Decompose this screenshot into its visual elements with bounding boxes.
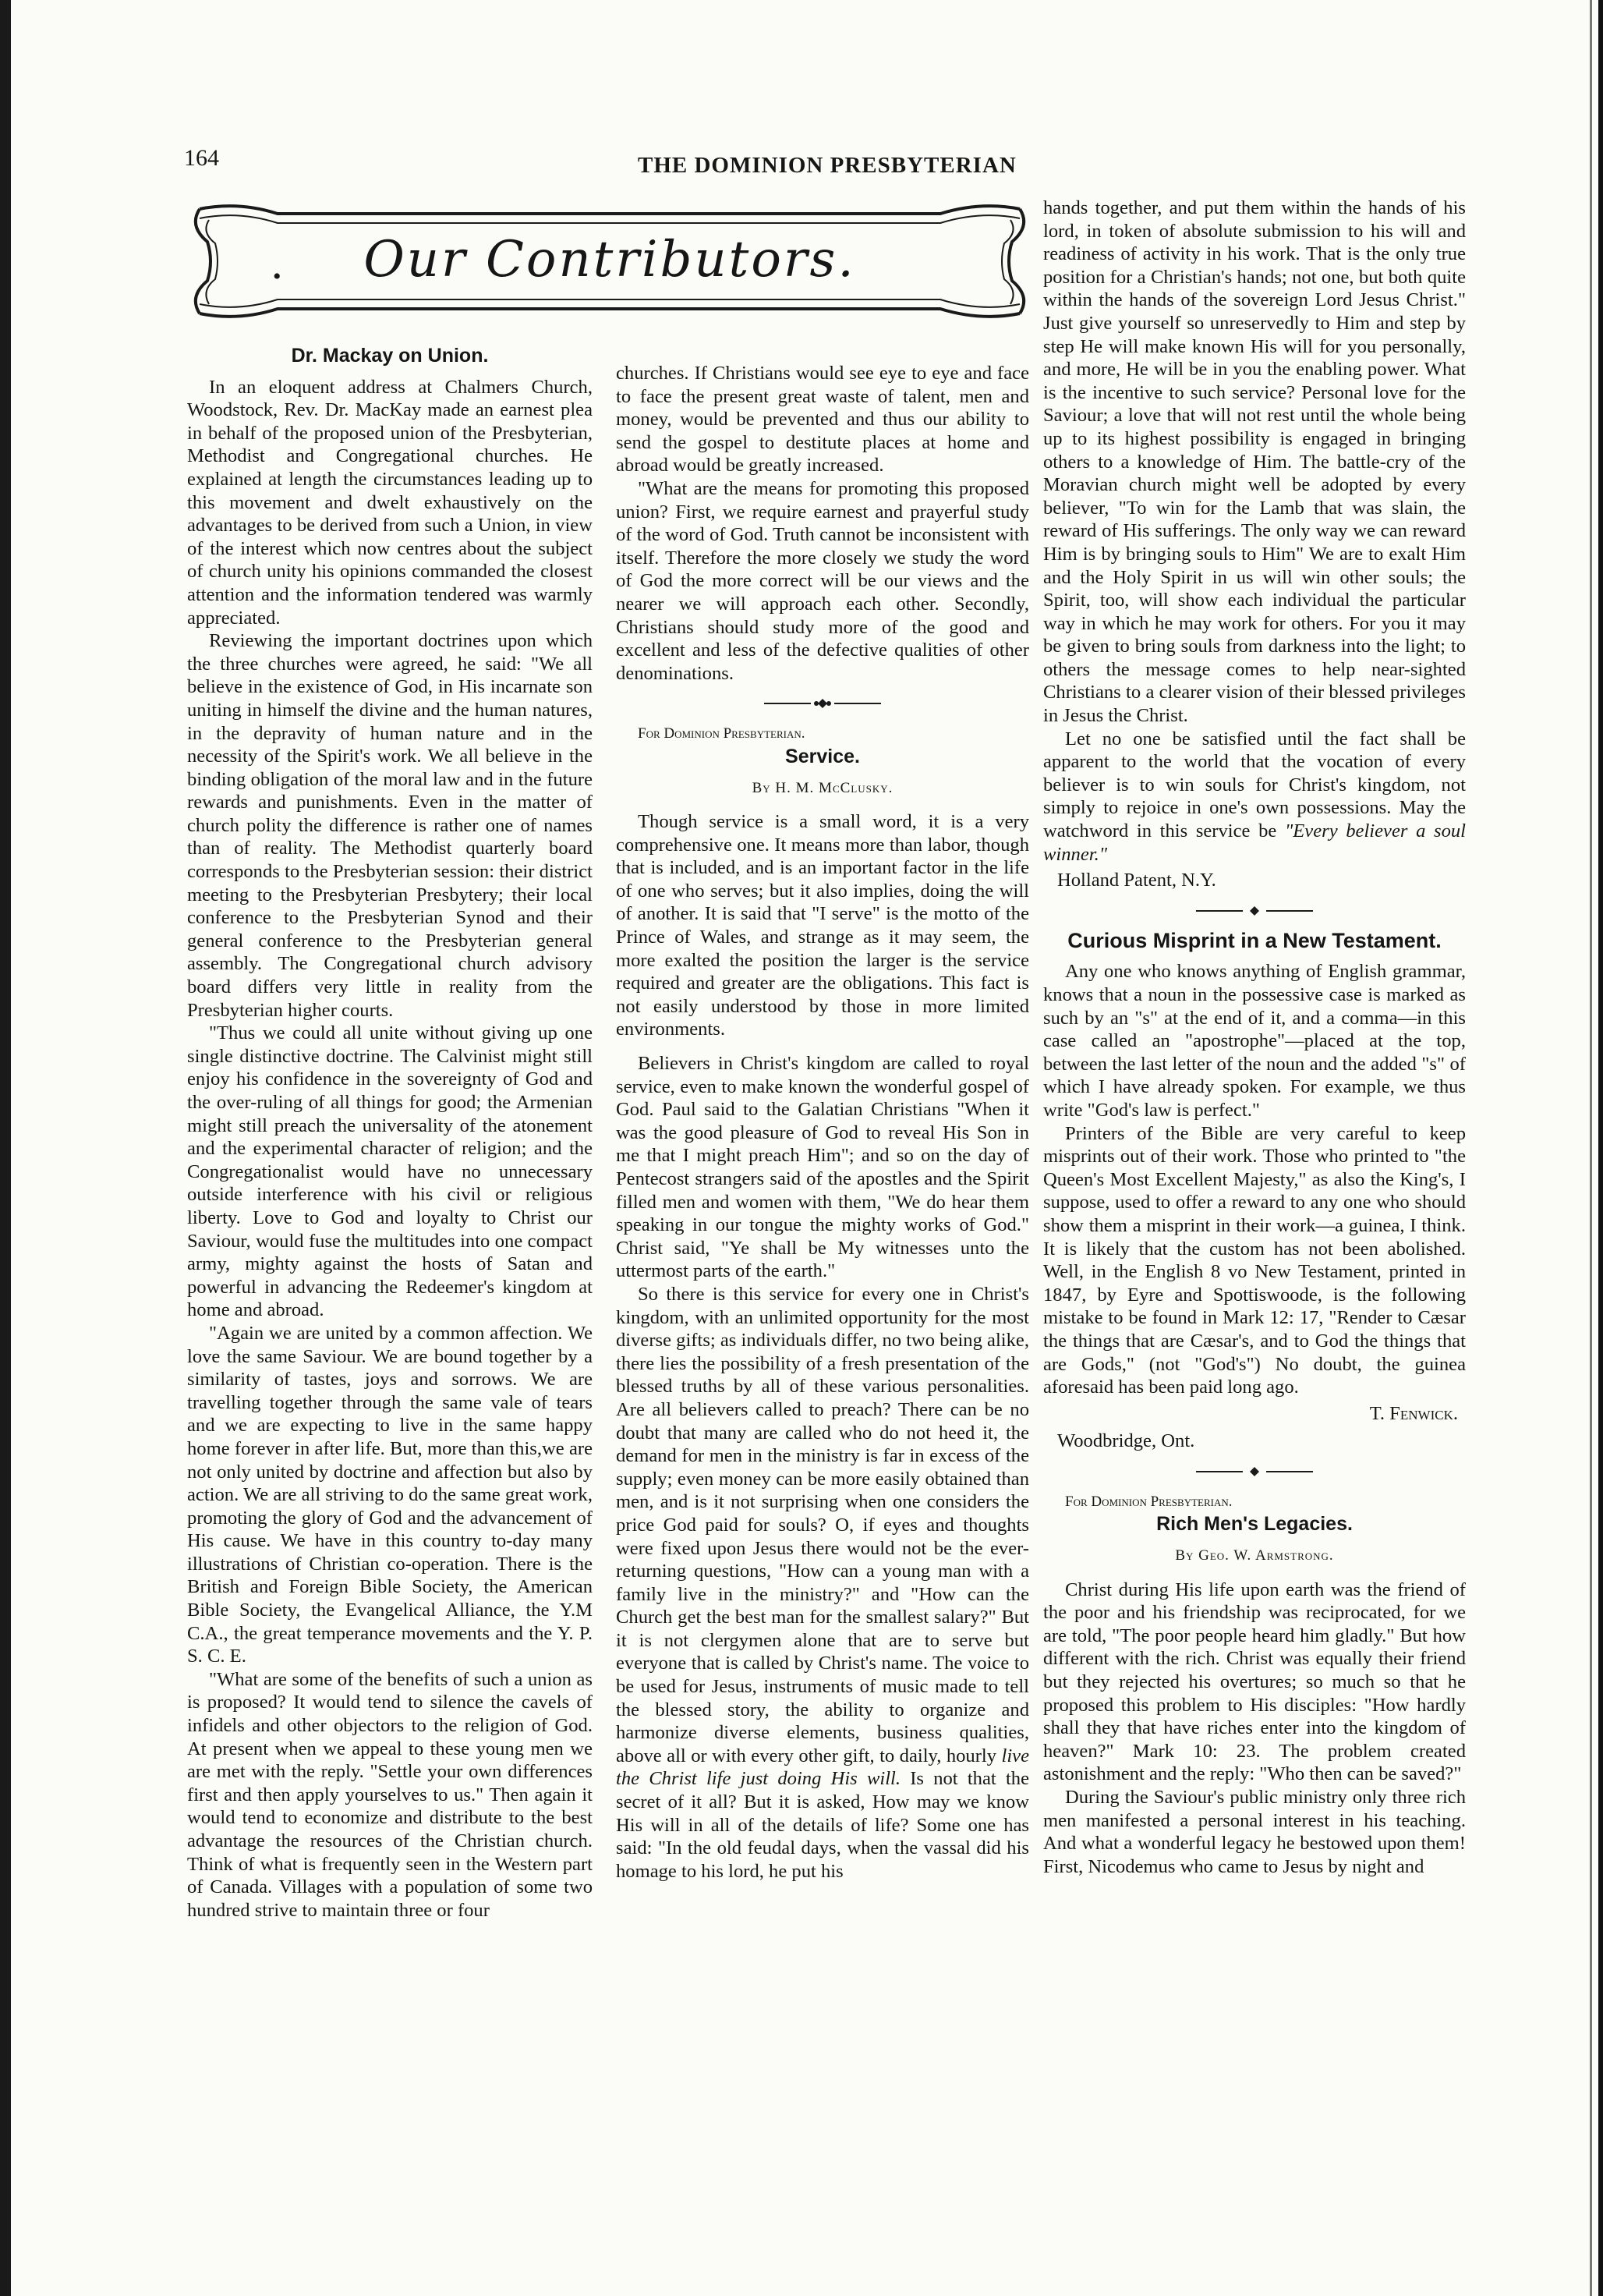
scan-edge-right-line [1590, 0, 1592, 2296]
section-divider [1196, 905, 1313, 917]
article-paragraph [616, 1283, 1029, 1883]
article-text: Is not that the secret of it all? But it is asked, How may we know His will in all of the details of life? Some one has said: "In the old feudal days, when the vassal did his homage to his lord, he put his [616, 1768, 1029, 1882]
article-kicker: For Dominion Presbyterian. [1065, 1493, 1233, 1510]
scan-edge-right [1598, 0, 1603, 2296]
article-text: So there is this service for every one in Christ's kingdom, with an unlimited opportunity for the most diverse gifts; as individuals differ, no two being alike, there lies the possibility of a fresh presentation of the blessed truths by all of these various personalities. Are all believers called to preach? There can be no doubt that many are called who do not heed it, the demand for men in the ministry is far in excess of the supply; even money can be more easily obtained than men, and is it not surprising when one considers the price God paid for souls? O, if eyes and thoughts were fixed upon Jesus there would not be the ever-returning questions, "How can a young man with a family live in the ministry?" and "How can the Church get the best man for the smallest salary?" But it is not clergymen alone that are to serve but everyone that is called by Christ's name. The voice to be used for Jesus, instruments of music made to tell the blessed story, the ability to organize and harmonize diverse elements, business qualities, above all or with every other gift, to daily, hourly [616, 1283, 1029, 1766]
article-paragraph: In an eloquent address at Chalmers Church, Woodstock, Rev. Dr. MacKay made an earnest plea in behalf of the proposed union of the Presbyterian, Methodist and Congregational churches. He explained at length the circumstances leading up to this movement and dwelt exhaustively on the advantages to be derived from such a Union, in view of the interest which now centres about the subject of church unity his opinions commanded the closest attention and the information tendered was warmly appreciated. [187, 376, 593, 629]
italic-phrase: live the Christ life just doing His will. [616, 1745, 1029, 1790]
article-paragraph: Christ during His life upon earth was the friend of the poor and his friendship was reciprocated, for we are told, "The poor people heard him gladly." But how different with the rich. Christ was equally their friend but they rejected his overtures; so much so that he proposed this problem to His disciples: "How hardly shall they that have riches enter into the kingdom of heaven?" Mark 10: 23. The problem created astonishment and the reply: "Who then can be saved?" [1043, 1578, 1466, 1785]
page-number: 164 [184, 145, 219, 171]
banner-ornament-dot: • [273, 264, 281, 289]
article-paragraph [1043, 728, 1466, 866]
article-headline-misprint: Curious Misprint in a New Testament. [1067, 928, 1442, 952]
column-3 [1043, 197, 1466, 1878]
watchword: "Every believer a soul winner." [1043, 820, 1466, 865]
article-paragraph: Any one who knows anything of English grammar, knows that a noun in the possessive case is marked as such by an "s" at the end of it, and a comma—in this case called an "apostrophe"—placed at the top, between the last letter of the noun and the added "s" of which I have already spoken. For example, we thus write "God's law is perfect." [1043, 961, 1466, 1121]
article-paragraph: "Thus we could all unite without giving up one single distinctive doctrine. The Calvinist might still enjoy his confidence in the sovereignty of God and the over-ruling of all things for good; the Armenian might still preach the universality of the atonement and the experimental character of religion; and the Congregationalist would have no unnecessary outside interference with his civil or religious liberty. Love to God and loyalty to Christ our Saviour, would fuse the multitudes into one compact army, mighty against the hosts of Satan and powerful in advancing the Redeemer's kingdom at home and abroad. [187, 1022, 593, 1321]
article-paragraph: Believers in Christ's kingdom are called to royal service, even to make known the wonderful gospel of God. Paul said to the Galatian Christians "When it was the good pleasure of God to reveal His Son in me that I might preach Him"; and so on the day of Pentecost strangers said of the apostles and the Spirit filled men and women with them, "We do hear them speaking in our tongue the mighty works of God." Christ said, "Ye shall be My witnesses unto the uttermost parts of the earth." [616, 1053, 1029, 1282]
article-paragraph: Though service is a small word, it is a very comprehensive one. It means more than labor, though that is included, and is an important factor in the life of one who serves; but it also implies, doing the will of another. It is said that "I serve" is the motto of the Prince of Wales, and strange as it may seem, the more exalted the position the larger is the service required and greater are the obligations. This fact is not easily understood by those in more limited environments. [616, 811, 1029, 1040]
section-title: Our Contributors. [363, 231, 856, 289]
signature: T. Fenwick. [1369, 1402, 1458, 1424]
running-head: THE DOMINION PRESBYTERIAN [638, 153, 1017, 178]
dateline: Holland Patent, N.Y. [1057, 870, 1216, 891]
article-paragraph: hands together, and put them within the hands of his lord, in token of absolute submission to his will and readiness of activity in his work. That is the only true position for a Christian's hands; not one, but both quite within the hands of the sovereign Lord Jesus Christ." Just give yourself so unreservedly to Him and step by step He will make known His will for you personally, and more, He will be in you the enabling power. What is the incentive to such service? Personal love for the Saviour; a love that will not rest until the whole being up to its highest possibility is engaged in bringing others to a knowledge of Him. The battle-cry of the Moravian church might well be adopted by every believer, "To win for the Lamb that was slain, the reward of His sufferings. The only way we can reward Him is by bringing souls to Him" We are to exalt Him and the Holy Spirit in us will win other souls; the Spirit, too, will show each individual the particular way in which he may work for others. For you it may be given to bring souls from darkness into the light; to others the message comes to help near-sighted Christians to a clearer vision of their blessed privileges in Jesus the Christ. [1043, 197, 1466, 727]
column-2 [616, 362, 1029, 1883]
section-divider [1196, 1465, 1313, 1478]
article-headline-legacies: Rich Men's Legacies. [1156, 1513, 1353, 1536]
article-paragraph: "What are some of the benefits of such a union as is proposed? It would tend to silence the cavels of infidels and other objectors to the religion of God. At present when we appeal to these young men we are met with the reply. "Settle your own differences first and then apply yourselves to us." Then again it would tend to economize and distribute to the best advantage the resources of the Christian church. Think of what is frequently seen in the Western part of Canada. Villages with a population of some two hundred strive to maintain three or four [187, 1668, 593, 1921]
section-divider [764, 697, 881, 710]
article-byline: By H. M. McClusky. [752, 779, 894, 796]
article-byline: By Geo. W. Armstrong. [1175, 1547, 1334, 1564]
article-paragraph: Printers of the Bible are very careful to keep misprints out of their work. Those who printed to "the Queen's Most Excellent Majesty," as also the King's, I suppose, used to offer a reward to any one who should show them a misprint in their work—a guinea, I think. It is likely that the custom has not been abolished. Well, in the English 8 vo New Testament, printed in 1847, by Eyre and Spottiswoode, is the following mistake to be found in Mark 12: 17, "Render to Cæsar the things that are Cæsar's, and to God the things that are Gods," (not "God's") No doubt, the guinea aforesaid has been paid long ago. [1043, 1122, 1466, 1398]
dateline: Woodbridge, Ont. [1057, 1430, 1195, 1452]
column-1 [187, 345, 593, 1922]
article-text: Let no one be satisfied until the fact shall be apparent to the world that the vocation of every believer is to win souls for Christ's kingdom, not simply to rejoice in one's own possessions. May the watchword in this service be [1043, 728, 1466, 842]
article-paragraph: "Again we are united by a common affection. We love the same Saviour. We are bound together by a similarity of tastes, joys and sorrows. We are travelling together through the same vale of tears and we are expecting to live in the same happy home forever in after life. But, more than this,we are not only united by doctrine and affection but also by action. We are all striving to do the same great work, promoting the glory of God and the advancement of His cause. We have in this country to-day many illustrations of Christian co-operation. There is the British and Foreign Bible Society, the American Bible Society, the Evangelical Alliance, the Y.M C.A., the great temperance movements and the Y. P. S. C. E. [187, 1322, 593, 1667]
article-paragraph: "What are the means for promoting this proposed union? First, we require earnest and prayerful study of the word of God. Truth cannot be inconsistent with itself. Therefore the more closely we study the word of God the more correct will be our views and the nearer we will approach each other. Secondly, Christians should study more of the good and excellent and less of the defective qualities of other denominations. [616, 477, 1029, 684]
article-headline-service: Service. [785, 745, 860, 767]
article-paragraph: During the Saviour's public ministry only three rich men manifested a personal interest in his teaching. And what a wonderful legacy he bestowed upon them! First, Nicodemus who came to Jesus by night and [1043, 1787, 1466, 1877]
section-banner [192, 195, 1028, 328]
article-paragraph: Reviewing the important doctrines upon which the three churches were agreed, he said: "We all believe in the existence of God, in His incarnate son uniting in himself the divine and the human natures, in the depravity of human nature and in the necessity of the Spirit's work. We all believe in the binding obligation of the moral law and in the future rewards and punishments. Even in the matter of church polity the difference is rather one of names than of reality. The Methodist quarterly board corresponds to the Presbyterian session: their district meeting to the Presbyterian Presbytery; their local conference to the Presbyterian Synod and their general conference to the Presbyterian general assembly. The Congregational church advisory board differs very little in reality from the Presbyterian higher courts. [187, 630, 593, 1021]
article-paragraph: churches. If Christians would see eye to eye and face to face the present great waste of talent, men and money, would be prevented and thus our ability to send the gospel to destitute places at home and abroad would be greatly increased. [616, 363, 1029, 477]
article-kicker: For Dominion Presbyterian. [638, 725, 805, 742]
scan-edge-left [0, 0, 11, 2296]
article-headline-union: Dr. Mackay on Union. [291, 345, 489, 367]
